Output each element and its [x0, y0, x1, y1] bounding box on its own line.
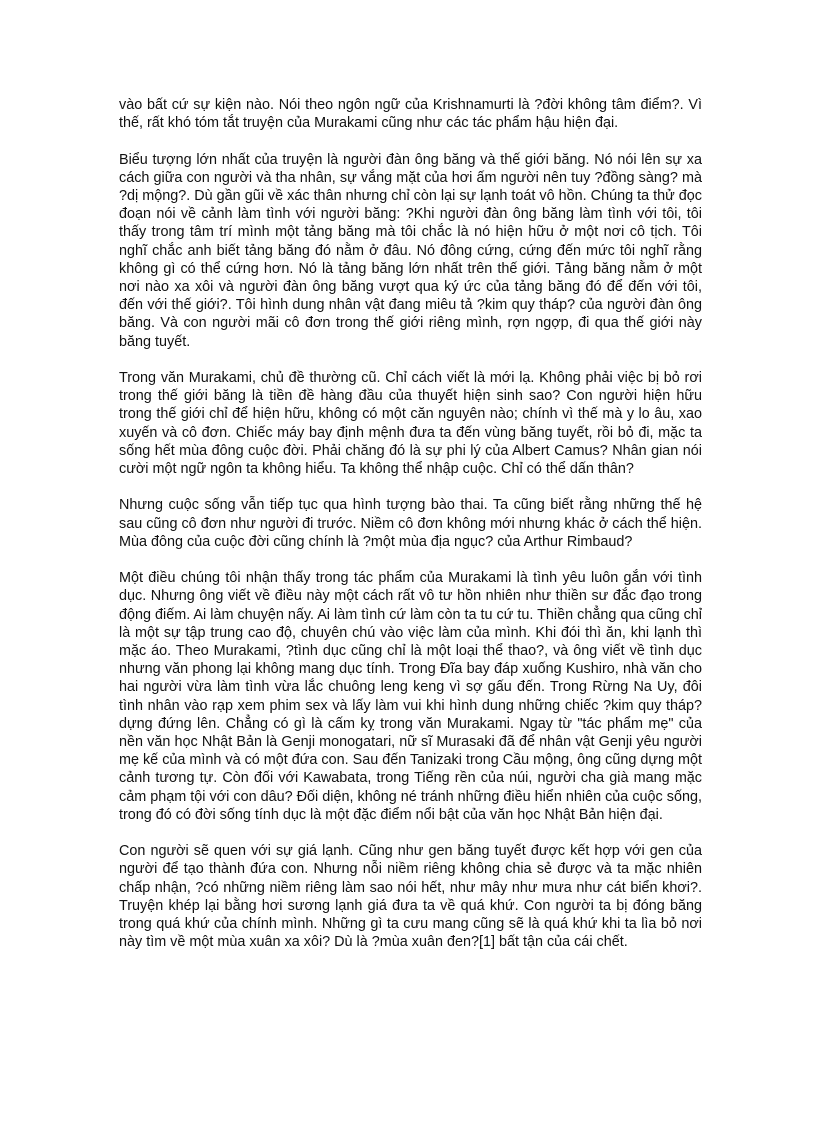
paragraph-1: vào bất cứ sự kiện nào. Nói theo ngôn ngữ của Krishnamurti là ?đời không tâm điểm?. Vì thế, rất khó tóm tắt truyện của Murakami cũng như các tác phẩm hậu hiện đại.	[119, 97, 702, 132]
paragraph-6: Con người sẽ quen với sự giá lạnh. Cũng như gen băng tuyết được kết hợp với gen của người để tạo thành đứa con. Nhưng nỗi niềm riêng không chia sẻ được và ta mặc nhiên chấp nhận, ?có những niềm riêng làm sao nói hết, như mây như mưa như cát biển khơi?. Truyện khép lại bằng hơi sương lạnh giá đưa ta về quá khứ. Con người ta bị đóng băng trong quá khứ của chính mình. Những gì ta cưu mang cũng sẽ là quá khứ khi ta lìa bỏ nơi này tìm về một mùa xuân xa xôi? Dù là ?mùa xuân đen?[1] bất tận của cái chết.	[119, 843, 702, 951]
paragraph-3: Trong văn Murakami, chủ đề thường cũ. Chỉ cách viết là mới lạ. Không phải việc bị bỏ rơi trong thế giới băng là tiền đề hàng đầu của thuyết hiện sinh sao? Con người hiện hữu trong thế giới chỉ để hiện hữu, không có một căn nguyên nào; chính vì thế mà y lo âu, xao xuyến và cô đơn. Chiếc máy bay định mệnh đưa ta đến vùng băng tuyết, rồi bỏ đi, mặc ta sống hết mùa đông cuộc đời. Phải chăng đó là sự phi lý của Albert Camus? Nhân gian nói cười một ngữ ngôn ta không hiểu. Ta không thể nhập cuộc. Chỉ có thể dấn thân?	[119, 370, 702, 478]
paragraph-2: Biểu tượng lớn nhất của truyện là người đàn ông băng và thế giới băng. Nó nói lên sự xa cách giữa con người và tha nhân, sự vắng mặt của hơi ấm người nên tuy ?đồng sàng? mà ?dị mộng?. Dù gần gũi về xác thân nhưng chỉ còn lại sự lạnh toát vô hồn. Chúng ta thử đọc đoạn nói về cảnh làm tình với người băng: ?Khi người đàn ông băng làm tình với tôi, tôi thấy trong tâm trí mình một tảng băng mà tôi chắc là nó hiện hữu ở một nơi cô tịch. Tôi nghĩ chắc anh biết tảng băng đó nằm ở đâu. Nó đông cứng, cứng đến mức tôi nghĩ rằng không gì có thể cứng hơn. Nó là tảng băng lớn nhất trên thế giới. Tảng băng nằm ở một nơi nào xa xôi và người đàn ông băng vượt qua ký ức của tảng băng đó để đến với tôi, đến với thế giới?. Tôi hình dung nhân vật đang miêu tả ?kim quy tháp? của người đàn ông băng. Và con người mãi cô đơn trong thế giới riêng mình, rợn ngợp, đi qua thế giới này băng tuyết.	[119, 151, 702, 350]
paragraph-5: Một điều chúng tôi nhận thấy trong tác phẩm của Murakami là tình yêu luôn gắn với tình dục. Nhưng ông viết về điều này một cách rất vô tư hồn nhiên như thiền sư đắc đạo trong động điếm. Ai làm chuyện nấy. Ai làm tình cứ làm còn ta tu cứ tu. Thiền chẳng qua cũng chỉ là một sự tập trung cao độ, chuyên chú vào việc làm của mình. Khi đói thì ăn, khi lạnh thì mặc áo. Theo Murakami, ?tình dục cũng chỉ là một loại thể thao?, và ông viết về tình dục nhưng văn phong lại không mang dục tính. Trong Đĩa bay đáp xuống Kushiro, nhà văn cho hai người vừa làm tình vừa lắc chuông leng keng vì sợ gấu đến. Trong Rừng Na Uy, đôi tình nhân vào rạp xem phim sex và lấy làm vui khi hình dung những chiếc ?kim quy tháp? dựng đứng lên. Chẳng có gì là cấm kỵ trong văn Murakami. Ngay từ "tác phẩm mẹ" của nền văn học Nhật Bản là Genji monogatari, nữ sĩ Murasaki đã để nhân vật Genji yêu người mẹ kế của mình và có một đứa con. Sau đến Tanizaki trong Cầu mộng, ông cũng dựng một cảnh tương tự. Còn đối với Kawabata, trong Tiếng rền của núi, người cha già mang mặc cảm phạm tội với con dâu? Đối diện, không né tránh những điều hiển nhiên của cuộc sống, trong đó có đời sống tính dục là một đặc điểm nổi bật của văn học Nhật Bản hiện đại.	[119, 570, 702, 823]
paragraph-4: Nhưng cuộc sống vẫn tiếp tục qua hình tượng bào thai. Ta cũng biết rằng những thế hệ sau cũng cô đơn như người đi trước. Niềm cô đơn không mới nhưng khác ở cách thể hiện. Mùa đông của cuộc đời cũng chính là ?một mùa địa ngục? của Arthur Rimbaud?	[119, 497, 702, 550]
document-page	[119, 96, 702, 970]
